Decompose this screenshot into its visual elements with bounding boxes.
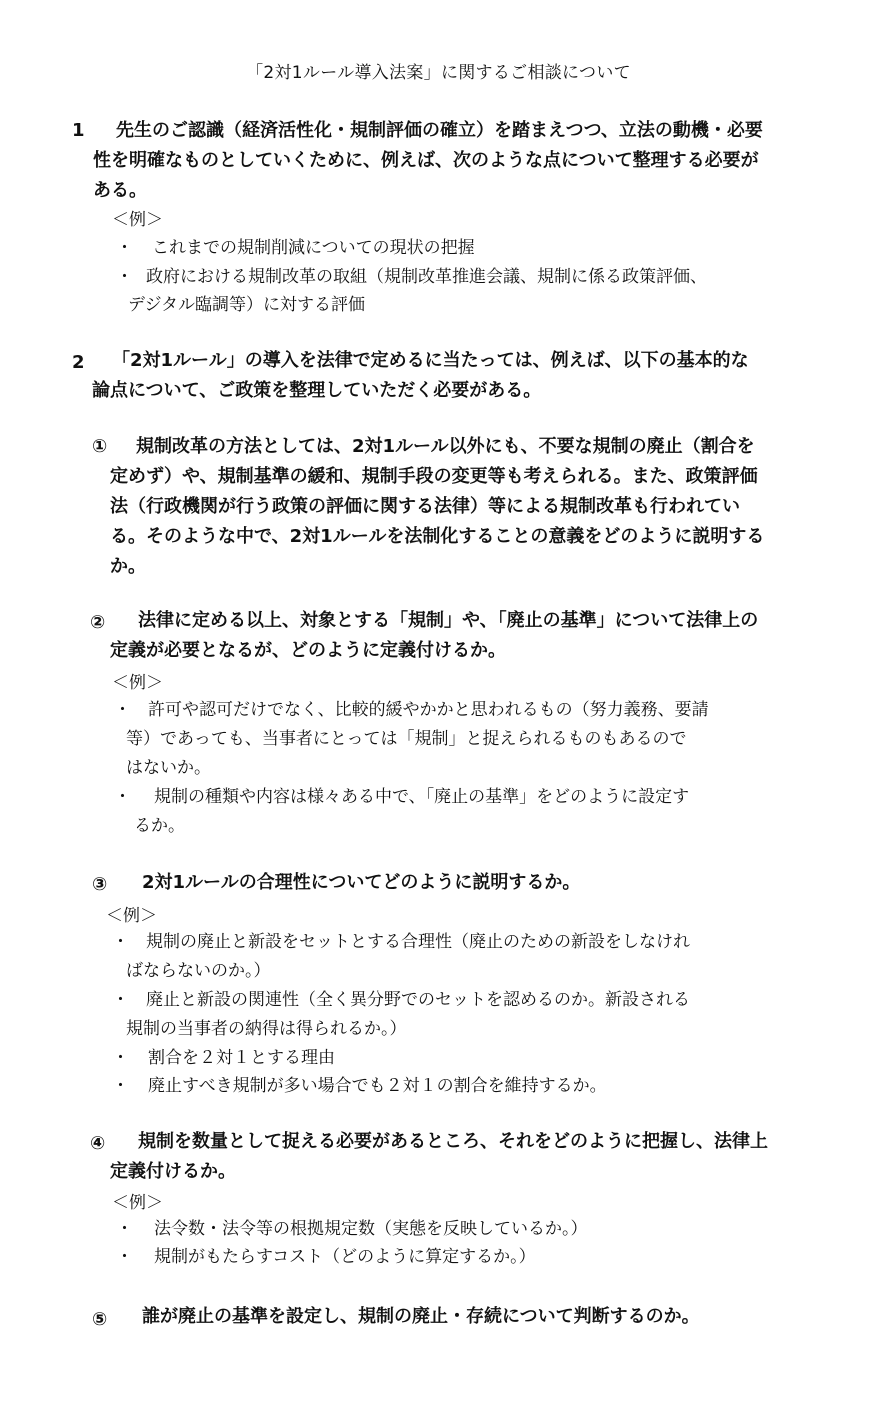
text-line: 誰が廃止の基準を設定し、規制の廃止・存続について判断するのか。 (142, 1306, 700, 1327)
list-item (116, 263, 836, 319)
text-line: 規制改革の方法としては、2対1ルール以外にも、不要な規制の廃止（割合を (136, 436, 755, 457)
text-line: 定義付けるか。 (110, 1161, 236, 1182)
bullet-text: 規制がもたらすコスト（どのように算定するか。） (154, 1247, 536, 1267)
text-line: 法（行政機関が行う政策の評価に関する法律）等による規制改革も行われてい (110, 496, 740, 517)
list-item (112, 1044, 842, 1072)
text-line: 2対1ルールの合理性についてどのように説明するか。 (142, 872, 581, 893)
bullet-text: はないか。 (126, 758, 211, 778)
list-item (112, 1072, 842, 1100)
text-line: 先生のご認識（経済活性化・規制評価の確立）を踏まえつつ、立法の動機・必要 (116, 120, 763, 141)
text-line: ある。 (93, 180, 147, 201)
bullet: ・ (112, 1076, 129, 1096)
list-item (114, 696, 844, 780)
bullet: ・ (116, 1219, 133, 1239)
text-line: 論点について、ご政策を整理していただく必要がある。 (92, 380, 542, 401)
list-item (116, 234, 816, 262)
text-line: か。 (110, 556, 146, 577)
bullet-text: 法令数・法令等の根拠規定数（実態を反映しているか。） (154, 1219, 588, 1239)
list-item (112, 986, 842, 1042)
bullet-text: 規制の種類や内容は様々ある中で、「廃止の基準」をどのように設定す (154, 787, 690, 807)
item-number: ③ (92, 874, 108, 895)
bullet-text: 許可や認可だけでなく、比較的緩やかかと思われるもの（努力義務、要請 (148, 700, 709, 720)
text-line: 定めず）や、規制基準の緩和、規制手段の変更等も考えられる。また、政策評価 (110, 466, 758, 487)
bullet-text: これまでの規制削減についての現状の把握 (152, 238, 475, 258)
bullet-text: 廃止と新設の関連性（全く異分野でのセットを認めるのか。新設される (146, 990, 690, 1010)
bullet: ・ (116, 1247, 133, 1267)
section-number: 1 (72, 120, 85, 141)
section-1-cont (93, 146, 759, 206)
bullet-text: デジタル臨調等）に対する評価 (128, 295, 365, 315)
item-number: ① (92, 436, 108, 457)
document-title: 「2対1ルール導入法案」に関するご相談について (246, 63, 631, 83)
bullet: ・ (116, 238, 133, 258)
text-line: 法律に定める以上、対象とする「規制」や、「廃止の基準」について法律上の (138, 610, 759, 631)
item-4-cont (110, 1157, 236, 1187)
bullet-text: 規制の当事者の納得は得られるか。） (126, 1019, 407, 1039)
bullet: ・ (114, 700, 131, 720)
section-2-text (112, 346, 749, 376)
item-5-text (142, 1302, 700, 1332)
list-item (112, 928, 842, 984)
text-line: る。そのような中で、2対1ルールを法制化することの意義をどのように説明する (110, 526, 765, 547)
bullet-text: 等）であっても、当事者にとっては「規制」と捉えられるものもあるので (126, 729, 687, 749)
item-4-text (138, 1127, 768, 1157)
item-number: ④ (90, 1133, 106, 1154)
text-line: 規制を数量として捉える必要があるところ、それをどのように把握し、法律上 (138, 1131, 768, 1152)
bullet: ・ (112, 990, 129, 1010)
item-3-text (142, 868, 580, 898)
item-2-cont (110, 636, 506, 666)
bullet-text: 廃止すべき規制が多い場合でも２対１の割合を維持するか。 (148, 1076, 607, 1096)
bullet-text: 割合を２対１とする理由 (148, 1048, 335, 1068)
item-1-text (136, 432, 755, 462)
item-1-cont (110, 462, 764, 582)
text-line: 定義が必要となるが、どのように定義付けるか。 (110, 640, 506, 661)
example-label: ＜例＞ (112, 1193, 163, 1213)
bullet-text: 政府における規制改革の取組（規制改革推進会議、規制に係る政策評価、 (146, 267, 707, 287)
item-number: ⑤ (92, 1309, 108, 1330)
bullet: ・ (114, 787, 131, 807)
example-label: ＜例＞ (106, 906, 157, 926)
text-line: 性を明確なものとしていくために、例えば、次のような点について整理する必要が (93, 150, 759, 171)
bullet: ・ (112, 932, 129, 952)
section-1-text (116, 116, 763, 146)
list-item (116, 1243, 836, 1271)
section-2-cont (92, 376, 541, 406)
bullet: ・ (112, 1048, 129, 1068)
list-item (116, 1215, 836, 1243)
bullet-text: るか。 (134, 816, 185, 836)
list-item (114, 783, 844, 839)
bullet-text: 規制の廃止と新設をセットとする合理性（廃止のための新設をしなけれ (146, 932, 690, 952)
item-2-text (138, 606, 758, 636)
text-line: 「2対1ルール」の導入を法律で定めるに当たっては、例えば、以下の基本的な (112, 350, 749, 371)
section-number: 2 (72, 352, 85, 373)
bullet: ・ (116, 267, 133, 287)
bullet-text: ばならないのか。） (126, 961, 271, 981)
example-label: ＜例＞ (112, 210, 163, 230)
item-number: ② (90, 612, 106, 633)
example-label: ＜例＞ (112, 673, 163, 693)
